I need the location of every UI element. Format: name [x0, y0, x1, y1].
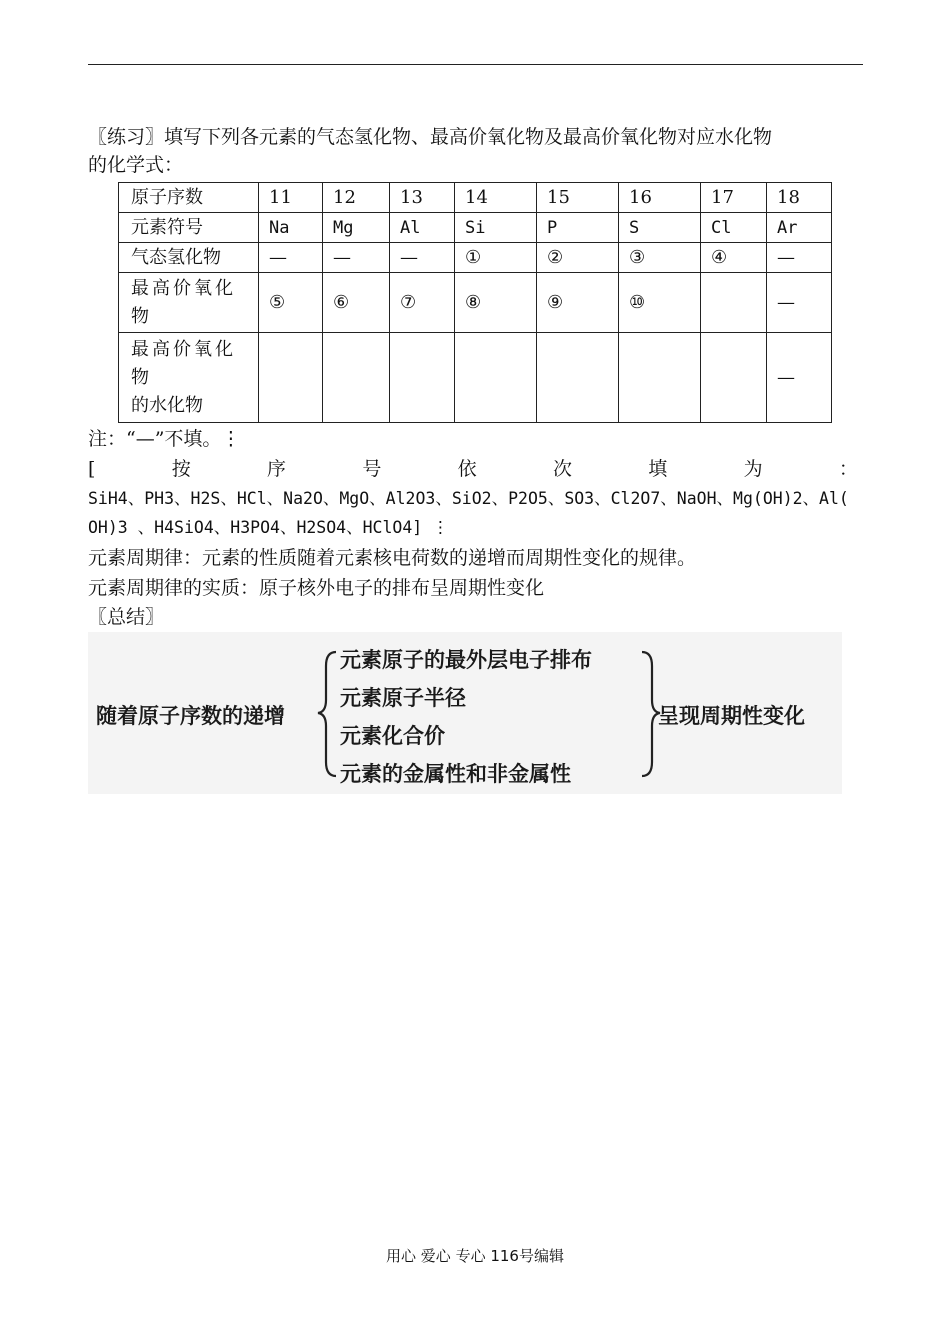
table-cell: ⑨ — [537, 273, 619, 333]
header-line: 的水化物 — [131, 394, 203, 416]
table-cell: Mg — [323, 213, 390, 243]
table-cell: — — [323, 243, 390, 273]
answer-intro — [88, 457, 858, 481]
table-cell: 13 — [390, 183, 455, 213]
table-cell — [455, 333, 537, 423]
answer-char: [ — [88, 458, 96, 480]
table-cell: — — [767, 333, 832, 423]
summary-item: 元素的金属性和非金属性 — [340, 762, 571, 786]
table-row — [119, 243, 832, 273]
table-cell — [390, 333, 455, 423]
table-cell — [259, 333, 323, 423]
table-cell: 18 — [767, 183, 832, 213]
exercise-line-2: 的化学式： — [88, 154, 184, 176]
table-cell — [323, 333, 390, 423]
summary-diagram — [88, 632, 842, 794]
table-row — [119, 333, 832, 423]
periodic-law: 元素周期律：元素的性质随着元素核电荷数的递增而周期性变化的规律。 — [88, 547, 697, 569]
summary-heading: 〖总结〗 — [88, 606, 165, 628]
table-cell: Na — [259, 213, 323, 243]
answer-char: 序 — [267, 458, 287, 480]
periodic-law-essence: 元素周期律的实质：原子核外电子的排布呈周期性变化 — [88, 577, 545, 599]
table-cell: 16 — [619, 183, 701, 213]
header-line: 最高价氧化 — [131, 277, 236, 299]
table-cell: ② — [537, 243, 619, 273]
table-cell: Cl — [701, 213, 767, 243]
table-cell: 气态氢化物 — [119, 243, 259, 273]
table-cell — [701, 273, 767, 333]
table-cell: ⑧ — [455, 273, 537, 333]
table-cell: ⑦ — [390, 273, 455, 333]
table-cell: 12 — [323, 183, 390, 213]
table-row — [119, 183, 832, 213]
answer-line-3: OH)3 、H4SiO4、H3PO4、H2SO4、HClO4] ⋮ — [88, 518, 449, 537]
table-row — [119, 273, 832, 333]
header-line: 物 — [131, 305, 149, 327]
header-line: 最高价氧化 — [131, 338, 236, 360]
answer-char: 填 — [648, 458, 668, 480]
table-cell: 元素符号 — [119, 213, 259, 243]
table-cell — [537, 333, 619, 423]
table-cell: — — [390, 243, 455, 273]
answer-char: ： — [838, 458, 858, 480]
table-row — [119, 213, 832, 243]
summary-result: 呈现周期性变化 — [658, 704, 805, 728]
table-cell: 14 — [455, 183, 537, 213]
left-brace — [318, 652, 336, 776]
summary-item: 元素原子的最外层电子排布 — [340, 648, 592, 672]
table-cell: ⑥ — [323, 273, 390, 333]
summary-lead: 随着原子序数的递增 — [96, 704, 285, 728]
table-cell: P — [537, 213, 619, 243]
answer-char: 依 — [457, 458, 477, 480]
table-cell: Ar — [767, 213, 832, 243]
table-cell: — — [767, 273, 832, 333]
header-rule — [88, 64, 863, 65]
table-cell: Al — [390, 213, 455, 243]
header-line: 物 — [131, 366, 149, 388]
table-cell: ① — [455, 243, 537, 273]
table-cell: ④ — [701, 243, 767, 273]
table-cell: 17 — [701, 183, 767, 213]
table-cell — [619, 333, 701, 423]
table-cell: Si — [455, 213, 537, 243]
table-cell: 原子序数 — [119, 183, 259, 213]
answer-char: 次 — [552, 458, 572, 480]
summary-item: 元素原子半径 — [340, 686, 466, 710]
answer-line-2: SiH4、PH3、H2S、HCl、Na2O、MgO、Al2O3、SiO2、P2O5、SO3、Cl2O7、NaOH、Mg(OH)2、Al( — [88, 489, 849, 508]
answer-char: 为 — [743, 458, 763, 480]
table-cell: ⑤ — [259, 273, 323, 333]
table-cell: — — [767, 243, 832, 273]
table-cell: 11 — [259, 183, 323, 213]
table-cell — [701, 333, 767, 423]
answer-char: 号 — [362, 458, 382, 480]
answer-char: 按 — [171, 458, 191, 480]
page-footer: 用心 爱心 专心 116号编辑 — [386, 1247, 564, 1265]
note-text: 注：“—”不填。⋮ — [88, 428, 241, 450]
exercise-line-1: 〖练习〗填写下列各元素的气态氢化物、最高价氧化物及最高价氧化物对应水化物 — [88, 126, 773, 148]
table-cell: ⑩ — [619, 273, 701, 333]
element-table — [118, 182, 832, 423]
table-cell: S — [619, 213, 701, 243]
summary-item: 元素化合价 — [340, 724, 445, 748]
table-row-header — [119, 333, 259, 423]
table-cell: — — [259, 243, 323, 273]
table-row-header — [119, 273, 259, 333]
table-cell: 15 — [537, 183, 619, 213]
table-cell: ③ — [619, 243, 701, 273]
